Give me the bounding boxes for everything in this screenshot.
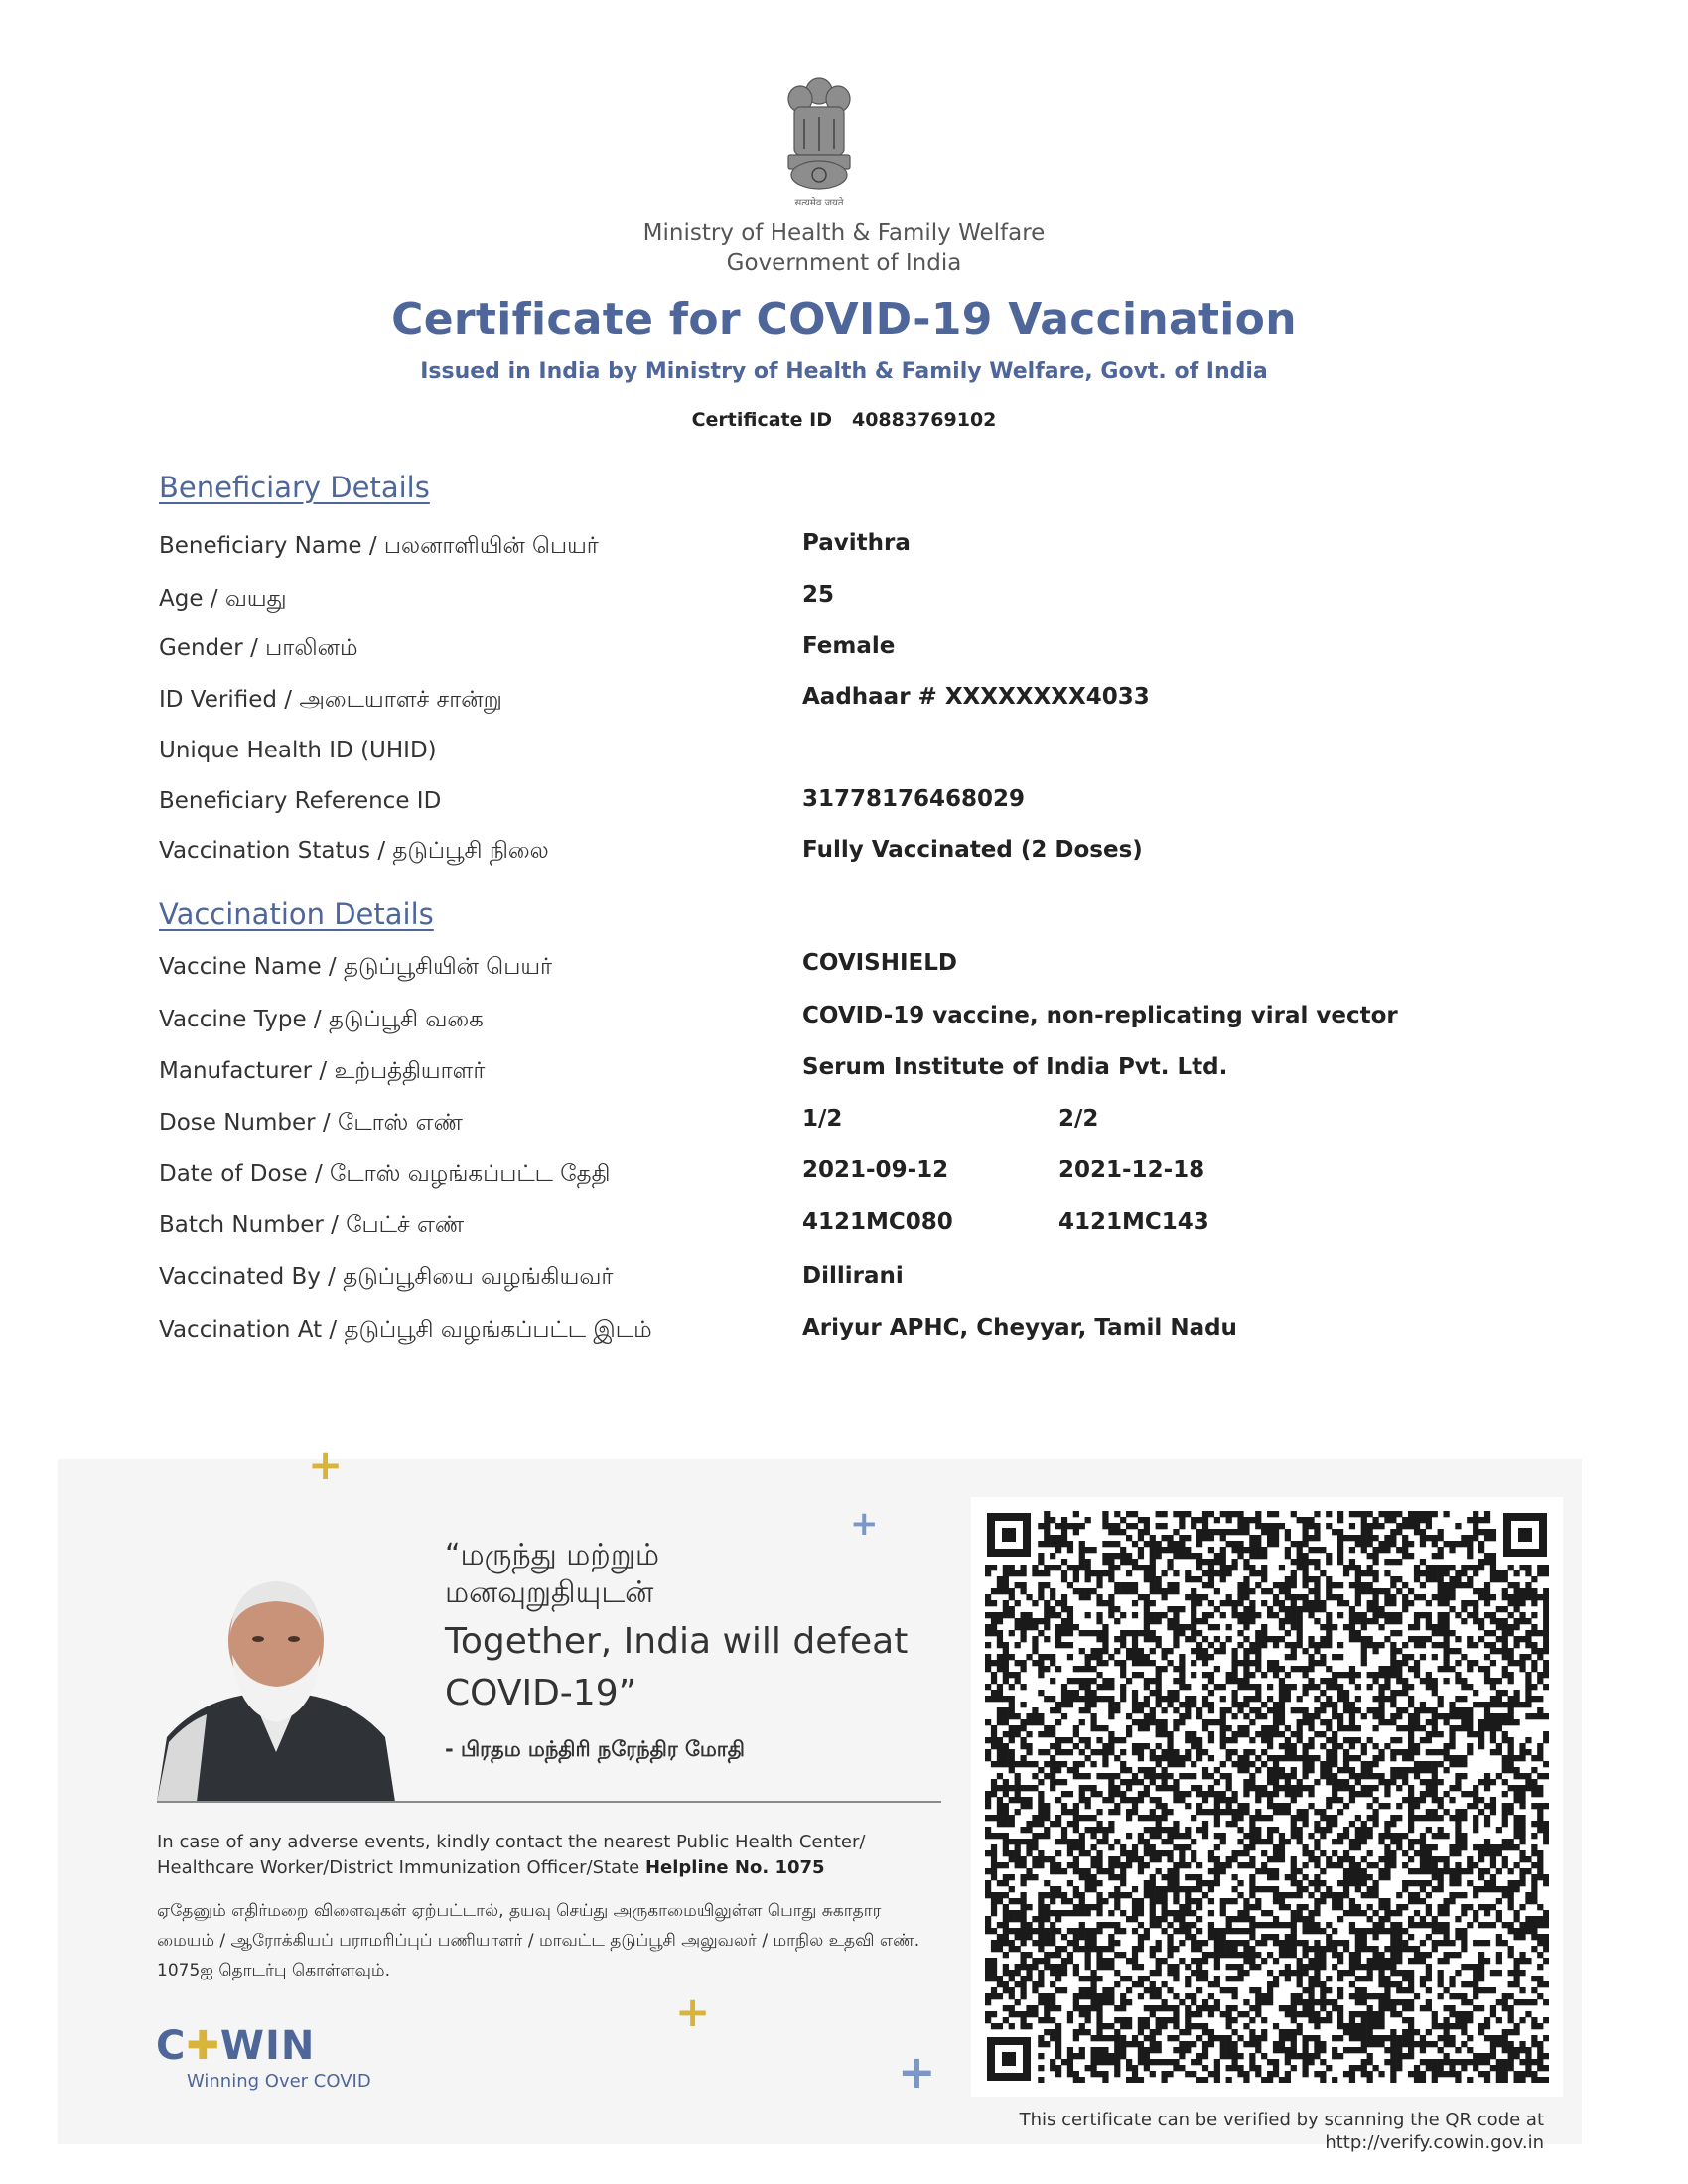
vaccine-type-value: COVID-19 vaccine, non-replicating viral vector — [802, 1003, 1398, 1028]
vaccinated-by-value: Dillirani — [802, 1263, 904, 1289]
quote-english-line: COVID-19” — [445, 1673, 637, 1713]
plus-decoration-icon: + — [850, 1504, 879, 1544]
ministry-line: Ministry of Health & Family Welfare — [642, 220, 1046, 246]
issued-by-line: Issued in India by Ministry of Health & Family Welfare, Govt. of India — [420, 359, 1268, 384]
manufacturer-value: Serum Institute of India Pvt. Ltd. — [802, 1054, 1228, 1080]
date-of-dose-value-1: 2021-09-12 — [802, 1158, 949, 1183]
vaccination-at-value: Ariyur APHC, Cheyyar, Tamil Nadu — [802, 1315, 1237, 1341]
certificate-id-label: Certificate ID — [691, 409, 832, 431]
quote-attribution: - பிரதம மந்திரி நரேந்திர மோதி — [445, 1737, 745, 1761]
verification-url: http://verify.cowin.gov.in — [1325, 2132, 1544, 2153]
reference-id-value: 31778176468029 — [802, 786, 1026, 812]
emblem-motto: सत्यमेव जयते — [794, 198, 844, 208]
quote-tamil-line: மனவுறுதியுடன் — [445, 1575, 654, 1610]
qr-code-panel — [971, 1497, 1563, 2097]
manufacturer-label: Manufacturer / உற்பத்தியாளர் — [159, 1058, 486, 1084]
adverse-events-tamil: ஏதேனும் எதிர்மறை விளைவுகள் ஏற்பட்டால், தயவு செய்து அருகாமையிலுள்ள பொது சுகாதார மையம் / ஆரோக்கியப் பராமரிப்புப் பணியாளர் / மாவட்ட தடுப்பூசி அலுவலர் / மாநில உதவி எண். 1075ஐ தொடர்பு கொள்ளவும். — [157, 1901, 920, 1980]
page-title: Certificate for COVID-19 Vaccination — [391, 294, 1297, 344]
helpline-number: Helpline No. 1075 — [644, 1857, 825, 1878]
vaccination-status-value: Fully Vaccinated (2 Doses) — [802, 837, 1143, 863]
verification-note — [963, 2109, 1544, 2154]
government-line: Government of India — [726, 250, 962, 276]
id-verified-label: ID Verified / அடையாளச் சான்று — [159, 687, 502, 713]
national-emblem-icon — [774, 69, 864, 208]
vaccinated-by-label: Vaccinated By / தடுப்பூசியை வழங்கியவர் — [159, 1264, 614, 1290]
vaccine-name-label: Vaccine Name / தடுப்பூசியின் பெயர் — [159, 954, 553, 980]
dose-number-value-1: 1/2 — [802, 1106, 843, 1132]
cowin-plus-icon: ✚ — [186, 2023, 220, 2069]
cowin-tagline: Winning Over COVID — [187, 2071, 371, 2092]
date-of-dose-value-2: 2021-12-18 — [1058, 1158, 1205, 1183]
vaccination-section-title: Vaccination Details — [159, 897, 434, 931]
dose-number-label: Dose Number / டோஸ் எண் — [159, 1110, 463, 1136]
cowin-logo-suffix: WIN — [219, 2023, 316, 2069]
date-of-dose-label: Date of Dose / டோஸ் வழங்கப்பட்ட தேதி — [159, 1161, 611, 1187]
plus-decoration-icon: + — [675, 1987, 711, 2036]
quote-tamil — [445, 1537, 659, 1612]
batch-number-label: Batch Number / பேட்ச் எண் — [159, 1212, 465, 1238]
gender-value: Female — [802, 633, 896, 659]
quote-tamil-line: “மருந்து மற்றும் — [445, 1538, 660, 1572]
prime-minister-portrait — [157, 1564, 395, 1802]
cowin-logo-prefix: C — [156, 2023, 187, 2069]
plus-decoration-icon: + — [308, 1440, 344, 1489]
vaccination-at-label: Vaccination At / தடுப்பூசி வழங்கப்பட்ட இடம் — [159, 1317, 652, 1343]
plus-decoration-icon: + — [898, 2045, 936, 2099]
batch-number-value-1: 4121MC080 — [802, 1209, 953, 1235]
ministry-heading — [0, 218, 1688, 278]
dose-number-value-2: 2/2 — [1058, 1106, 1099, 1132]
age-label: Age / வயது — [159, 586, 287, 612]
vaccine-type-label: Vaccine Type / தடுப்பூசி வகை — [159, 1007, 484, 1032]
beneficiary-section-title: Beneficiary Details — [159, 471, 430, 504]
cowin-logo — [156, 2023, 315, 2069]
quote-english — [445, 1616, 908, 1719]
verification-text: This certificate can be verified by scanning the QR code at — [1019, 2110, 1544, 2130]
reference-id-label: Beneficiary Reference ID — [159, 788, 442, 814]
beneficiary-name-label: Beneficiary Name / பலனாளியின் பெயர் — [159, 533, 599, 559]
id-verified-value: Aadhaar # XXXXXXXX4033 — [802, 684, 1150, 710]
adverse-events-english — [157, 1830, 941, 1881]
certificate-id-value: 40883769102 — [851, 409, 997, 431]
adverse-events-text: In case of any adverse events, kindly contact the nearest Public Health Center/ Healthcare Worker/District Immunization Officer/State — [157, 1832, 866, 1878]
vaccination-status-label: Vaccination Status / தடுப்பூசி நிலை — [159, 838, 549, 864]
batch-number-value-2: 4121MC143 — [1058, 1209, 1209, 1235]
vaccine-name-value: COVISHIELD — [802, 950, 958, 976]
certificate-id — [0, 409, 1688, 431]
age-value: 25 — [802, 582, 835, 608]
quote-english-line: Together, India will defeat — [445, 1621, 909, 1662]
uhid-label: Unique Health ID (UHID) — [159, 738, 437, 763]
gender-label: Gender / பாலினம் — [159, 635, 358, 661]
qr-code — [985, 1511, 1549, 2083]
divider — [157, 1801, 941, 1803]
beneficiary-name-value: Pavithra — [802, 530, 911, 556]
